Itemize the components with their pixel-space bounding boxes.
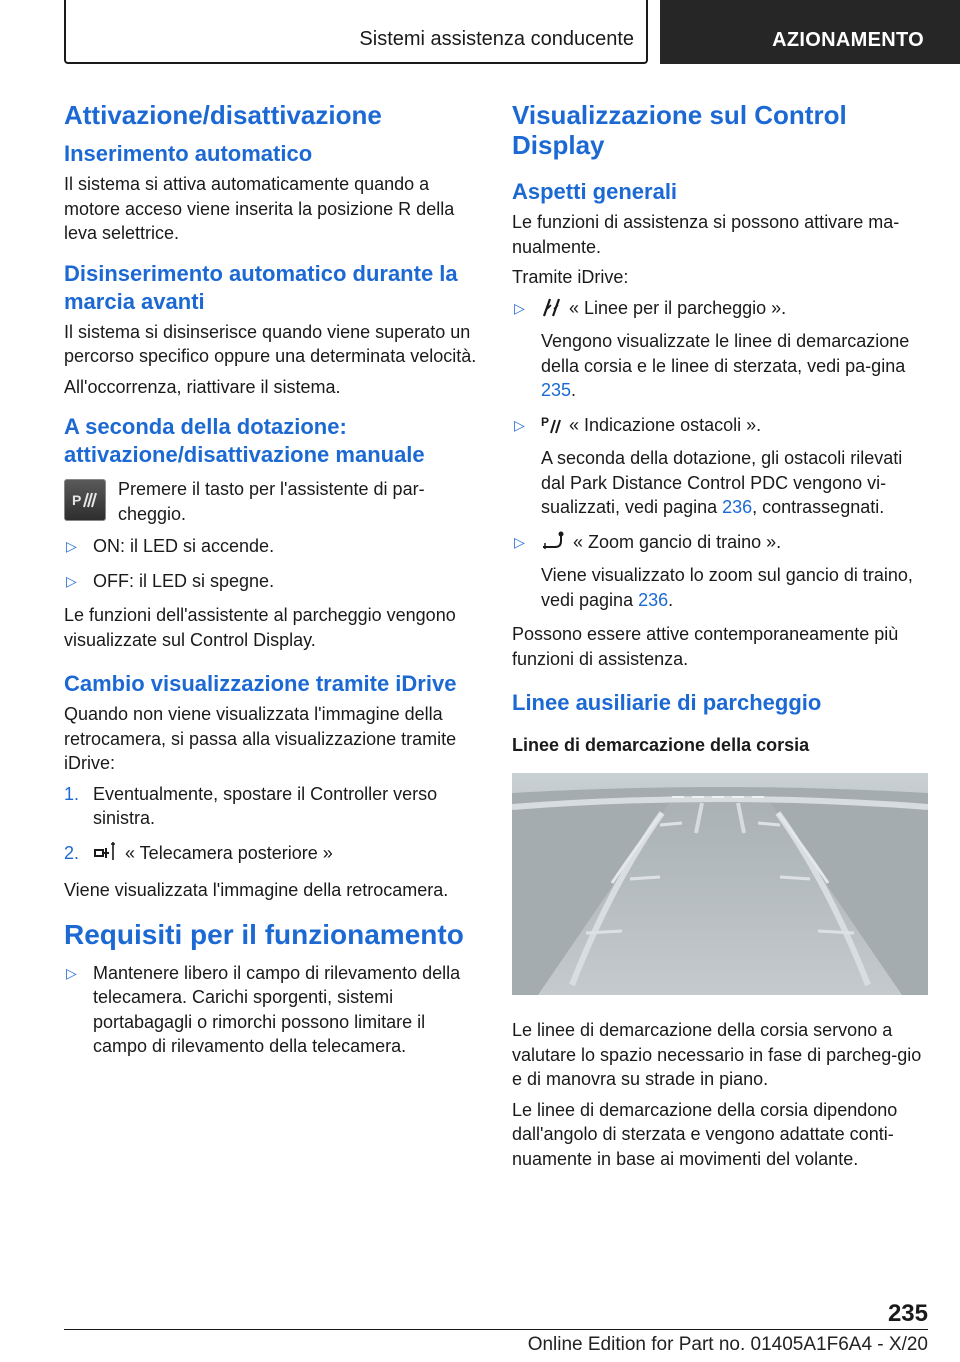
- triangle-right-icon: ▷: [66, 538, 77, 554]
- text-auto-off-1: Il sistema si disinserisce quando viene superato un percorso specifico oppure una determinata velocità.: [64, 321, 477, 366]
- list-item: ▷ P « Indicazione ostacoli ». A seconda della dotazione, gli ostacoli rilevati dal Park Distance Control PDC vengono vi-sualizzati, vedi pagina 236, contrassegnati.: [514, 414, 903, 517]
- text-manual: Le funzioni dell'assistente al parcheggio vengono visualizzate sul Control Display.: [64, 605, 456, 650]
- list-item: ▷ « Linee per il parcheggio ». Vengono visualizzate le linee di demarcazione della corsia e le linee di sterzata, vedi pa-gina 235.: [514, 297, 910, 400]
- page-number: 235: [887, 1300, 928, 1327]
- heading-general: Aspetti generali: [512, 179, 678, 204]
- section-title: Sistemi assistenza conducente: [359, 28, 634, 50]
- rear-camera-icon: [93, 842, 119, 869]
- step-item: 1. Eventualmente, spostare il Controller verso sinistra.: [64, 783, 438, 828]
- heading-aux-lines: Linee ausiliarie di parcheggio: [512, 690, 822, 715]
- text-via-idrive: Tramite iDrive:: [512, 267, 629, 287]
- right-column: [512, 100, 928, 1177]
- footer-divider: [64, 1329, 928, 1330]
- header-section-box: [64, 0, 648, 64]
- lane-lines-illustration: [512, 773, 928, 995]
- heading-auto-off: Disinserimento automatico durante la marcia avanti: [64, 260, 458, 314]
- parking-lines-icon: [541, 297, 563, 324]
- text-idrive: Quando non viene visualizzata l'immagine della retrocamera, si passa alla visualizzazione tramite iDrive:: [64, 704, 457, 773]
- svg-text:P: P: [541, 414, 550, 429]
- page-link[interactable]: 235: [541, 380, 572, 400]
- triangle-right-icon: ▷: [514, 299, 525, 316]
- edition-note: Online Edition for Part no. 01405A1F6A4 - X/20: [527, 1334, 928, 1355]
- text-general: Le funzioni di assistenza si possono attivare ma-nualmente.: [512, 212, 900, 257]
- triangle-right-icon: ▷: [66, 964, 77, 981]
- button-instruction-text: Premere il tasto per l'assistente di par-cheggio.: [118, 479, 425, 524]
- text-lane-1: Le linee di demarcazione della corsia servono a valutare lo spazio necessario in fase di parcheg-gio e di manovra su strade in piano.: [512, 1020, 922, 1089]
- list-item: ▷ Mantenere libero il campo di rilevamento della telecamera. Carichi sporgenti, sistemi portabagagli o rimorchi possono limitare il campo di rilevamento della telecamera.: [66, 962, 461, 1056]
- idrive-steps: [64, 782, 482, 869]
- page-link[interactable]: 236: [638, 589, 669, 610]
- list-item: ▷ OFF: il LED si spegne.: [64, 569, 482, 594]
- step-item: 2. « Telecamera posteriore »: [64, 841, 482, 869]
- chapter-title: AZIONAMENTO: [772, 29, 924, 51]
- text-idrive-result: Viene visualizzata l'immagine della retrocamera.: [64, 880, 449, 900]
- heading-idrive: Cambio visualizzazione tramite iDrive: [64, 671, 457, 696]
- text-auto-on: Il sistema si attiva automaticamente quando a motore acceso viene inserita la posizione R della leva selettrice.: [64, 174, 455, 243]
- heading-lane-lines: Linee di demarcazione della corsia: [512, 735, 810, 755]
- heading-auto-on: Inserimento automatico: [64, 141, 313, 166]
- text-multi: Possono essere attive contemporaneamente più funzioni di assistenza.: [512, 624, 899, 669]
- requirements-list: [64, 961, 482, 1059]
- header-chapter-box: [660, 0, 960, 64]
- parking-assistant-button-icon: [64, 479, 106, 521]
- heading-manual: A seconda della dotazione: attivazione/disattivazione manuale: [64, 414, 425, 467]
- obstacle-indicator-icon: [541, 414, 563, 441]
- heading-control-display: Visualizzazione sul Control Display: [512, 100, 847, 160]
- triangle-right-icon: ▷: [514, 533, 525, 550]
- button-instruction: [64, 477, 482, 526]
- functions-list: [512, 296, 928, 613]
- list-item: ▷ ON: il LED si accende.: [64, 534, 482, 559]
- list-item: ▷ « Zoom gancio di traino ». Viene visualizzato lo zoom sul gancio di traino, vedi pagina 236.: [514, 531, 913, 610]
- text-lane-2: Le linee di demarcazione della corsia dipendono dall'angolo di sterzata e vengono adattate conti-nuamente in base ai movimenti del volante.: [512, 1099, 898, 1169]
- text-auto-off-2: All'occorrenza, riattivare il sistema.: [64, 376, 341, 397]
- left-column: [64, 100, 482, 1069]
- svg-text:P: P: [72, 492, 82, 508]
- led-list: [64, 534, 482, 593]
- triangle-right-icon: ▷: [514, 416, 525, 433]
- page-link[interactable]: 236: [722, 497, 753, 517]
- tow-hitch-zoom-icon: [541, 531, 567, 558]
- heading-activation: Attivazione/disattivazione: [64, 100, 382, 130]
- triangle-right-icon: ▷: [66, 572, 77, 589]
- heading-requirements: Requisiti per il funzionamento: [64, 918, 464, 950]
